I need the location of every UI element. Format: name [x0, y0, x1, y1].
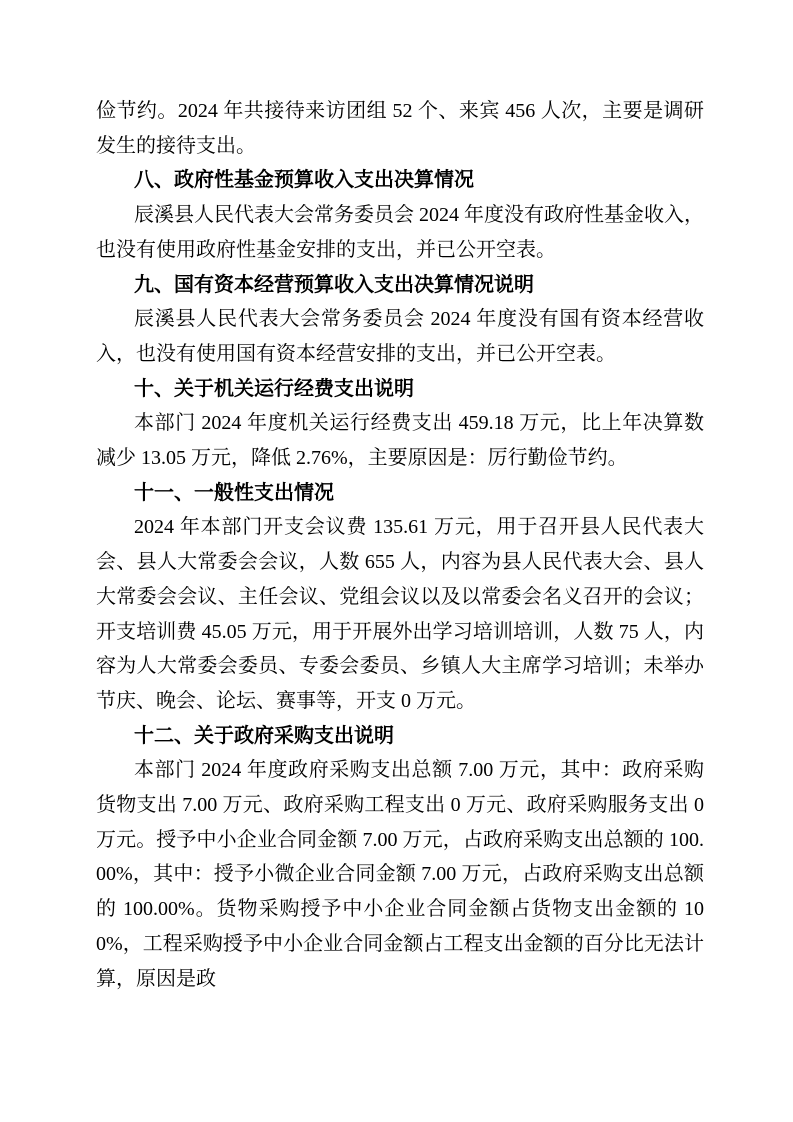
section-heading-9-state-capital-operation: 九、国有资本经营预算收入支出决算情况说明: [134, 273, 534, 296]
section-heading-10-agency-operating-expense: 十、关于机关运行经费支出说明: [134, 377, 414, 400]
paragraph-government-fund-statement: 辰溪县人民代表大会常务委员会 2024 年度没有政府性基金收入，也没有使用政府性基金安排的支出，并已公开空表。: [96, 204, 704, 261]
section-heading-12-government-procurement: 十二、关于政府采购支出说明: [134, 724, 394, 747]
paragraph-government-procurement-detail: 本部门 2024 年度政府采购支出总额 7.00 万元，其中：政府采购货物支出 7.00 万元、政府采购工程支出 0 万元、政府采购服务支出 0 万元。授予中小企业合同金额 7.00 万元，占政府采购支出总额的 100.00%，其中：授予小微企业合同金额 7.00 万元，占政府采购支出总额的 100.00%。货物采购授予中小企业合同金额占货物支出金额的 100%，工程采购授予中小企业合同金额占工程支出金额的百分比无法计算，原因是政: [96, 759, 704, 990]
paragraph-general-expenditure-detail: 2024 年本部门开支会议费 135.61 万元，用于召开县人民代表大会、县人大常委会会议，人数 655 人，内容为县人民代表大会、县人大常委会会议、主任会议、党组会议以及以常委会名义召开的会议；开支培训费 45.05 万元，用于开展外出学习培训培训，人数 75 人，内容为人大常委会委员、专委会委员、乡镇人大主席学习培训；未举办节庆、晚会、论坛、赛事等，开支 0 万元。: [96, 516, 704, 712]
paragraph-agency-operating-expense: 本部门 2024 年度机关运行经费支出 459.18 万元，比上年决算数减少 13.05 万元，降低 2.76%，主要原因是：厉行勤俭节约。: [96, 412, 704, 470]
document-body: [96, 94, 704, 996]
section-heading-11-general-expenditure: 十一、一般性支出情况: [134, 481, 334, 504]
section-heading-8-government-fund-budget: 八、政府性基金预算收入支出决算情况: [134, 169, 474, 192]
paragraph-state-capital-statement: 辰溪县人民代表大会常务委员会 2024 年度没有国有资本经营收入，也没有使用国有资本经营安排的支出，并已公开空表。: [96, 308, 704, 365]
paragraph-reception-expense-continuation: 俭节约。2024 年共接待来访团组 52 个、来宾 456 人次，主要是调研发生的接待支出。: [96, 100, 704, 157]
